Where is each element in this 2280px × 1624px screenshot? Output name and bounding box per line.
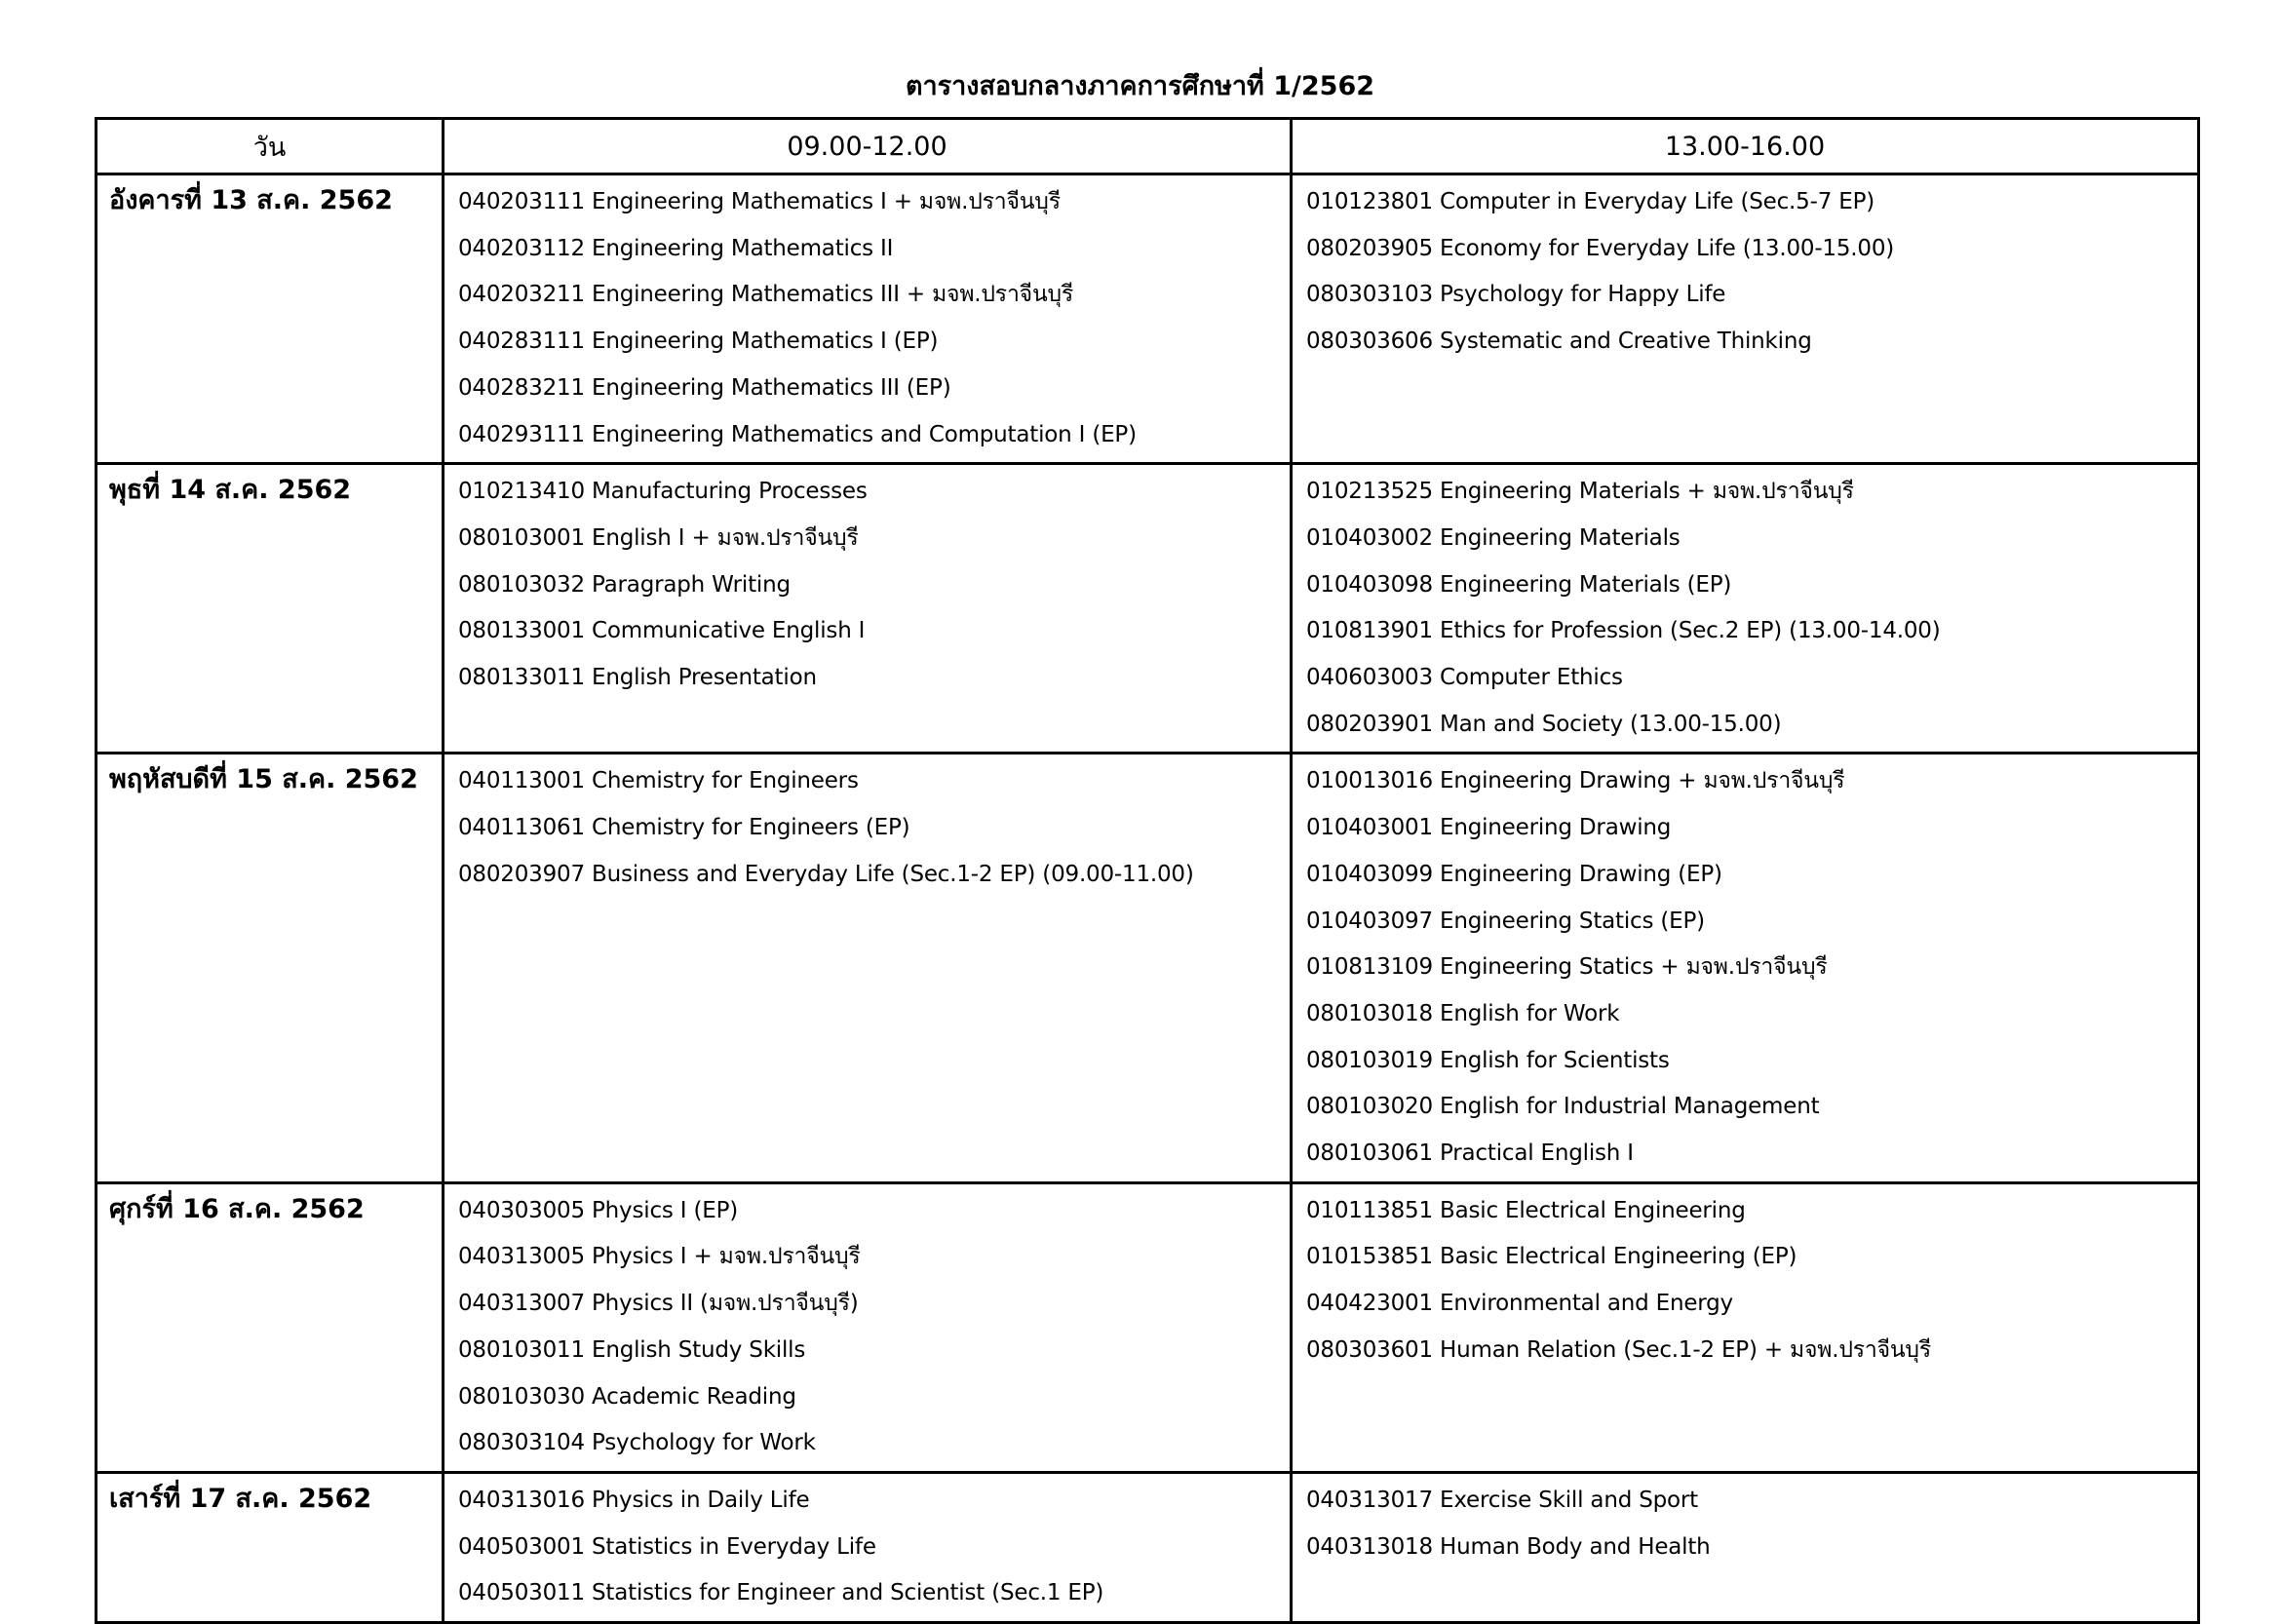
course-item: 010813901 Ethics for Profession (Sec.2 EP) (13.00-14.00) — [1306, 618, 1941, 644]
course-item: 010813109 Engineering Statics + มจพ.ปราจีนบุรี — [1306, 954, 1828, 981]
course-item: 010403099 Engineering Drawing (EP) — [1306, 861, 1722, 887]
course-item: 080303104 Psychology for Work — [458, 1430, 816, 1456]
afternoon-course-list — [1293, 1184, 2197, 1378]
course-item: 080103061 Practical English I — [1306, 1141, 1634, 1167]
afternoon-course-list — [1293, 754, 2197, 1180]
course-item: 080103020 English for Industrial Management — [1306, 1094, 1820, 1120]
table-row — [97, 464, 2199, 754]
course-item: 040303005 Physics I (EP) — [458, 1197, 739, 1223]
header-row — [97, 119, 2199, 174]
course-item: 080103019 English for Scientists — [1306, 1047, 1670, 1073]
exam-day: พฤหัสบดีที่ 15 ส.ค. 2562 — [109, 764, 418, 795]
morning-course-list — [444, 175, 1290, 462]
afternoon-course-list — [1293, 465, 2197, 752]
course-item: 080133001 Communicative English I — [458, 618, 866, 644]
course-item: 040313018 Human Body and Health — [1306, 1533, 1711, 1560]
course-item: 010403098 Engineering Materials (EP) — [1306, 571, 1732, 598]
course-item: 010123801 Computer in Everyday Life (Sec.5-7 EP) — [1306, 189, 1875, 214]
course-item: 080103011 English Study Skills — [458, 1336, 806, 1363]
course-item: 010213410 Manufacturing Processes — [458, 479, 868, 505]
course-item: 040313007 Physics II (มจพ.ปราจีนบุรี) — [458, 1291, 859, 1317]
table-row — [97, 174, 2199, 464]
course-item: 040423001 Environmental and Energy — [1306, 1291, 1733, 1317]
course-item: 040603003 Computer Ethics — [1306, 665, 1623, 691]
course-item: 080303606 Systematic and Creative Thinking — [1306, 329, 1812, 355]
course-item: 010403097 Engineering Statics (EP) — [1306, 908, 1705, 934]
page-title: ตารางสอบกลางภาคการศึกษาที่ 1/2562 — [905, 71, 1375, 101]
course-item: 040203111 Engineering Mathematics I + มจพ.ปราจีนบุรี — [458, 189, 1061, 214]
course-item: 040283211 Engineering Mathematics III (EP) — [458, 374, 951, 401]
table-row — [97, 754, 2199, 1182]
table-row — [97, 1472, 2199, 1622]
morning-course-list — [444, 1184, 1290, 1471]
course-item: 040203211 Engineering Mathematics III + มจพ.ปราจีนบุรี — [458, 282, 1074, 308]
morning-course-list — [444, 754, 1290, 902]
course-item: 010403001 Engineering Drawing — [1306, 815, 1672, 841]
course-item: 010403002 Engineering Materials — [1306, 524, 1681, 551]
header-morning: 09.00-12.00 — [444, 119, 1292, 174]
course-item: 010213525 Engineering Materials + มจพ.ปราจีนบุรี — [1306, 479, 1854, 505]
course-item: 080303103 Psychology for Happy Life — [1306, 282, 1726, 308]
exam-day: เสาร์ที่ 17 ส.ค. 2562 — [109, 1483, 372, 1514]
afternoon-course-list — [1293, 1474, 2197, 1574]
exam-schedule-table — [95, 117, 2200, 1624]
course-item: 080103018 English for Work — [1306, 1000, 1620, 1026]
exam-day: ศุกร์ที่ 16 ส.ค. 2562 — [109, 1193, 365, 1224]
course-item: 040113001 Chemistry for Engineers — [458, 768, 859, 794]
course-item: 010013016 Engineering Drawing + มจพ.ปราจีนบุรี — [1306, 768, 1845, 794]
course-item: 040113061 Chemistry for Engineers (EP) — [458, 815, 910, 841]
course-item: 040203112 Engineering Mathematics II — [458, 235, 894, 261]
course-item: 040313017 Exercise Skill and Sport — [1306, 1487, 1698, 1513]
afternoon-course-list — [1293, 175, 2197, 369]
course-item: 010113851 Basic Electrical Engineering — [1306, 1197, 1746, 1223]
course-item: 080303601 Human Relation (Sec.1-2 EP) + มจพ.ปราจีนบุรี — [1306, 1336, 1931, 1363]
course-item: 040313016 Physics in Daily Life — [458, 1487, 810, 1513]
course-item: 080203901 Man and Society (13.00-15.00) — [1306, 711, 1782, 737]
course-item: 080203907 Business and Everyday Life (Sec.1-2 EP) (09.00-11.00) — [458, 861, 1194, 887]
exam-day: อังคารที่ 13 ส.ค. 2562 — [109, 185, 393, 215]
course-item: 040503011 Statistics for Engineer and Scientist (Sec.1 EP) — [458, 1580, 1104, 1606]
course-item: 010153851 Basic Electrical Engineering (EP) — [1306, 1244, 1797, 1270]
course-item: 080133011 English Presentation — [458, 665, 817, 691]
course-item: 080203905 Economy for Everyday Life (13.00-15.00) — [1306, 235, 1895, 261]
header-afternoon: 13.00-16.00 — [1292, 119, 2199, 174]
course-item: 040293111 Engineering Mathematics and Computation I (EP) — [458, 421, 1137, 447]
table-row — [97, 1182, 2199, 1472]
morning-course-list — [444, 1474, 1290, 1621]
course-item: 040503001 Statistics in Everyday Life — [458, 1533, 876, 1560]
header-day: วัน — [97, 119, 444, 174]
exam-day: พุธที่ 14 ส.ค. 2562 — [109, 475, 352, 506]
course-item: 080103030 Academic Reading — [458, 1383, 796, 1410]
course-item: 040283111 Engineering Mathematics I (EP) — [458, 329, 939, 355]
morning-course-list — [444, 465, 1290, 706]
course-item: 080103032 Paragraph Writing — [458, 571, 791, 598]
course-item: 080103001 English I + มจพ.ปราจีนบุรี — [458, 524, 859, 551]
course-item: 040313005 Physics I + มจพ.ปราจีนบุรี — [458, 1244, 861, 1270]
